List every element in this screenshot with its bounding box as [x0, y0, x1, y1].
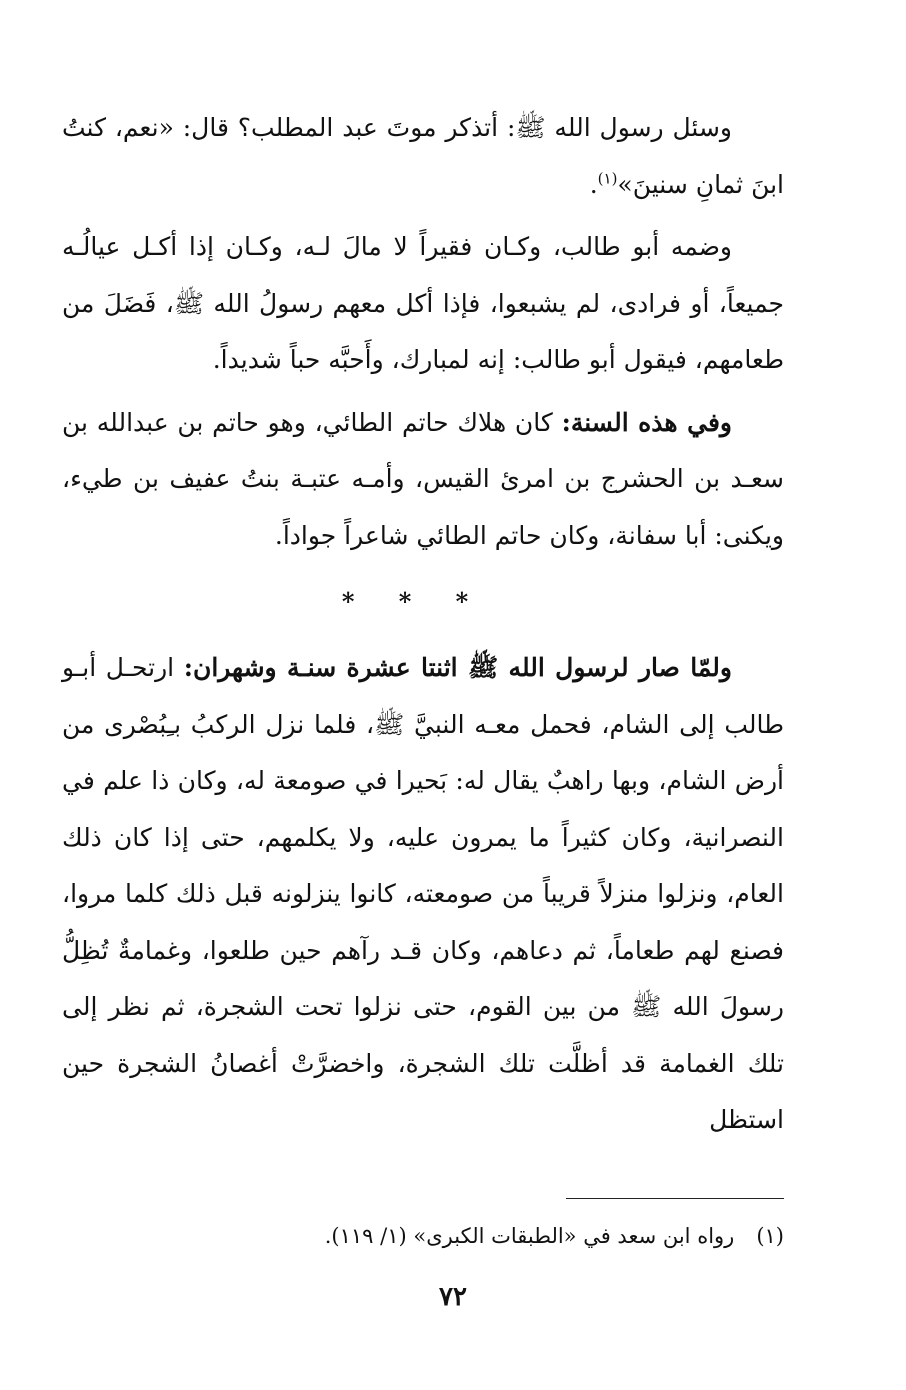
page-number: ٧٢: [439, 1282, 467, 1312]
footnote-number: (١): [756, 1224, 784, 1248]
footnote: [62, 1216, 784, 1256]
paragraph-text: وسئل رسول الله ﷺ: أتذكر موتَ عبد المطلب؟ قال: «نعم، كنتُ ابنَ ثمانِ سنينَ»: [62, 113, 784, 199]
paragraph-hatim-al-tai: [62, 395, 784, 565]
paragraph-abu-talib: [62, 219, 784, 389]
footnote-reference[interactable]: (١): [597, 169, 618, 188]
paragraph-end: .: [589, 169, 598, 199]
footnote-separator: [566, 1198, 784, 1199]
paragraph-lead: ولمّا صار لرسول الله ﷺ اثنتا عشرة سنـة وشهران:: [183, 653, 732, 682]
paragraph-text: وضمه أبو طالب، وكـان فقيراً لا مالَ لـه، وكـان إذا أكـل عيالُـه جميعاً، أو فرادى، لم يشبعوا، فإذا أكل معهم رسولُ الله ﷺ، فَضَلَ من طعامهم، فيقول أبو طالب: إنه لمبارك، وأَحبَّه حباً شديداً.: [62, 232, 784, 374]
paragraph-abd-al-muttalib: [62, 100, 784, 213]
paragraph-lead: وفي هذه السنة:: [561, 407, 733, 437]
footnote-text: رواه ابن سعد في «الطبقات الكبرى» (١/ ١١٩).: [324, 1224, 735, 1248]
page-body: [62, 100, 784, 1390]
paragraph-text: ارتحـل أبـو طالب إلى الشام، فحمل معـه النبيَّ ﷺ، فلما نزل الركبُ بـِبُصْرى من أرض الشام، وبها راهبٌ يقال له: بَحيرا في صومعة له، وكان ذا علم في النصرانية، وكان كثيراً ما يمرون عليه، ولا يكلمهم، حتى إذا كان ذلك العام، ونزلوا منزلاً قريباً من صومعته، كانوا ينزلونه قبل ذلك كلما مروا، فصنع لهم طعاماً، ثم دعاهم، وكان قـد رآهم حين طلعوا، وغمامةٌ تُظِلُّ رسولَ الله ﷺ من بين القوم، حتى نزلوا تحت الشجرة، ثم نظر إلى تلك الغمامة قد أظلَّت تلك الشجرة، واخضرَّتْ أغصانُ الشجرة حين استظل: [62, 653, 784, 1134]
paragraph-text: كان هلاك حاتم الطائي، وهو حاتم بن عبدالله بن سعـد بن الحشرج بن امرئ القيس، وأمـه عتبـة بنتُ عفيف بن طيء، ويكنى: أبا سفانة، وكان حاتم الطائي شاعراً جواداً.: [62, 407, 784, 550]
section-divider: * * *: [341, 587, 487, 616]
paragraph-journey-to-sham: [62, 640, 784, 1149]
